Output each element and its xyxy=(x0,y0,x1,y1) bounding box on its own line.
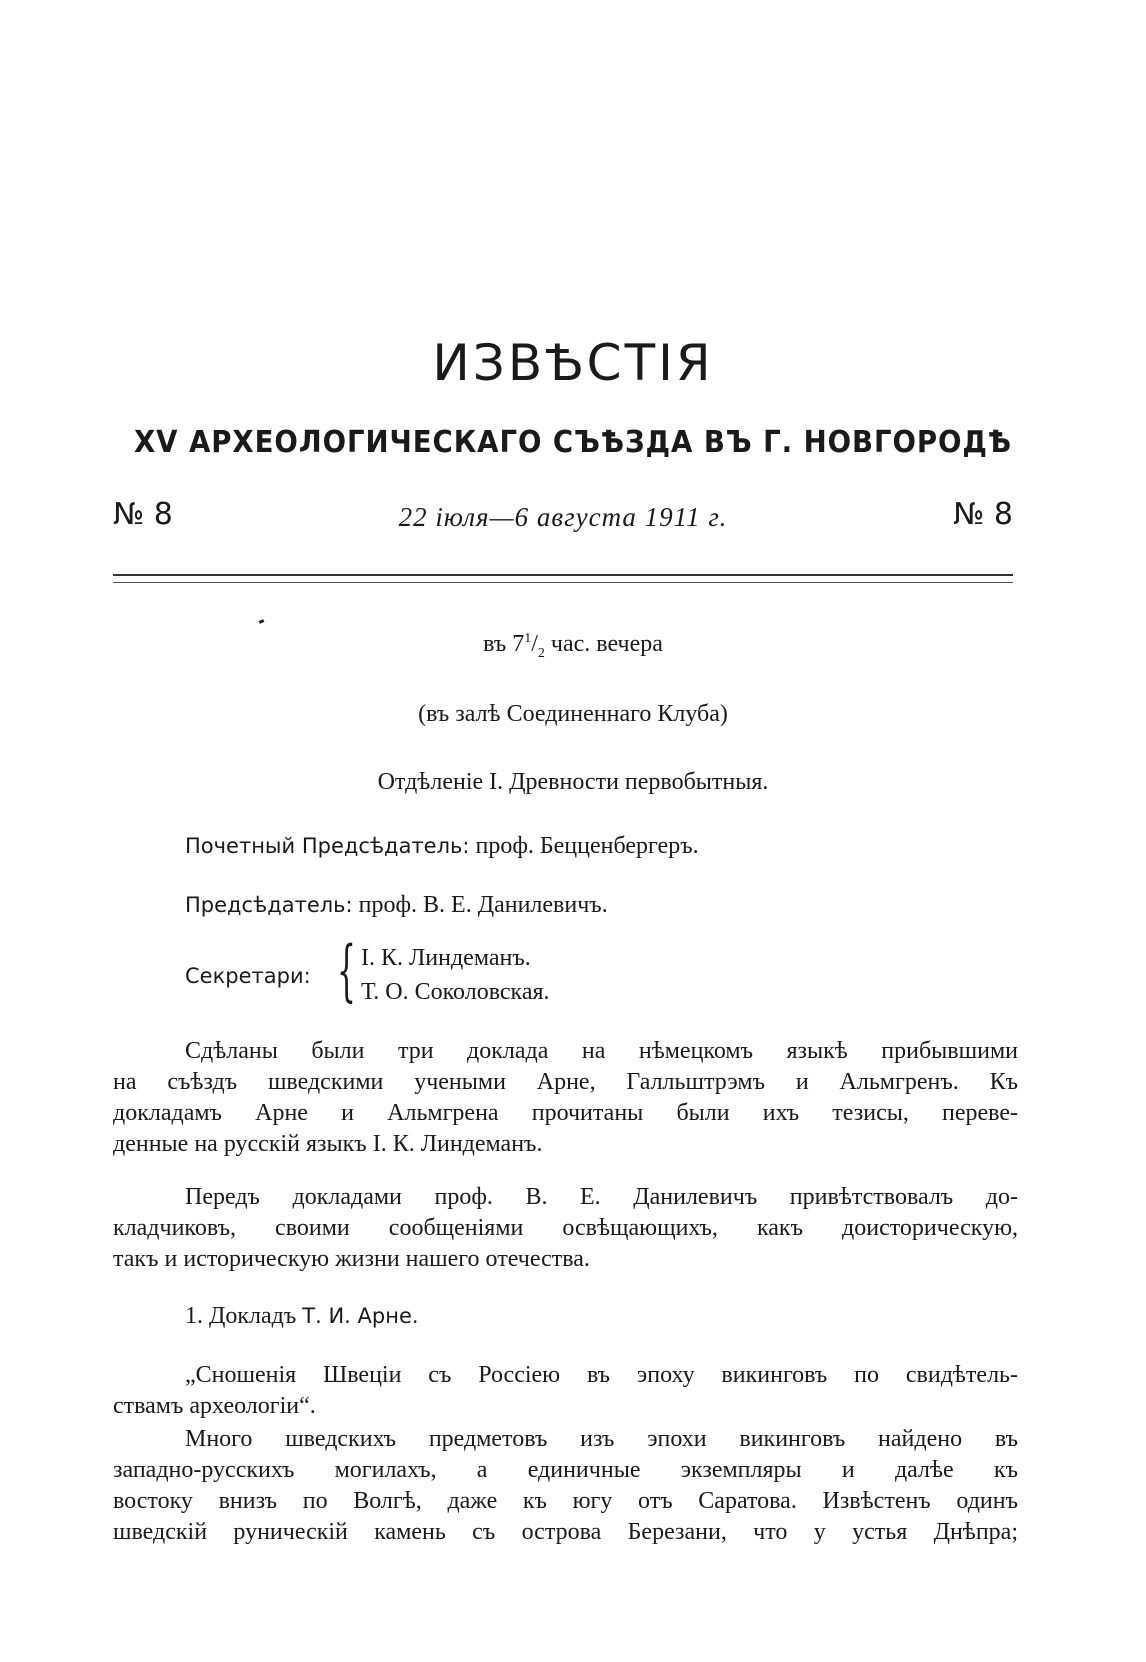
text-line: Много шведскихъ предметовъ изъ эпохи викинговъ найдено въ xyxy=(185,1426,1018,1452)
secretary-name: I. К. Линдеманъ. xyxy=(361,945,531,971)
chair-label: Предсѣдатель: xyxy=(185,893,353,917)
brace-glyph: { xyxy=(337,932,356,1009)
paragraph-reports xyxy=(113,1036,1018,1160)
secretaries-label: Секретари: xyxy=(185,964,311,988)
session-place: (въ залѣ Соединеннаго Клуба) xyxy=(418,701,728,727)
text-line: на съѣздъ шведскими учеными Арне, Галльштрэмъ и Альмгренъ. Къ xyxy=(113,1069,1018,1095)
paragraph-greeting xyxy=(113,1182,1018,1275)
header-divider xyxy=(113,574,1013,583)
issue-info-row xyxy=(113,497,1013,540)
text-line: денные на русскій языкъ I. К. Линдеманъ. xyxy=(113,1131,543,1157)
issue-number-left: № 8 xyxy=(113,497,173,532)
text-line: западно-русскихъ могилахъ, а единичные экземпляры и далѣе къ xyxy=(113,1457,1018,1483)
text-line: кладчиковъ, своими сообщеніями освѣщающихъ, какъ доисторическую, xyxy=(113,1215,1018,1241)
text-line: „Сношенія Швеціи съ Россіею въ эпоху викинговъ по свидѣтель- xyxy=(185,1362,1018,1388)
text-line: докладамъ Арне и Альмгрена прочитаны были ихъ тезисы, переве- xyxy=(113,1100,1018,1126)
report-heading: 1. Докладъ Т. И. Арне. xyxy=(185,1303,419,1329)
report-author: Т. И. Арне. xyxy=(302,1304,419,1328)
issue-date: 22 іюля—6 августа 1911 г. xyxy=(398,502,728,532)
paragraph-report-body xyxy=(113,1424,1018,1548)
chair-name: проф. В. Е. Данилевичъ. xyxy=(352,892,608,918)
honorary-chair-name: проф. Бецценбергеръ. xyxy=(469,833,699,859)
chair-line xyxy=(185,893,608,917)
honorary-chair-label: Почетный Предсѣдатель: xyxy=(185,834,470,858)
honorary-chair-line xyxy=(185,834,699,858)
text-line: Сдѣланы были три доклада на нѣмецкомъ языкѣ прибывшими xyxy=(185,1038,1018,1064)
masthead-subtitle: XV АРХЕОЛОГИЧЕСКАГО СЪѢЗДА ВЪ Г. НОВГОРОДѢ xyxy=(133,425,1013,460)
text-line: Передъ докладами проф. В. Е. Данилевичъ привѣтствовалъ до- xyxy=(185,1184,1018,1210)
text-line: ствамъ археологіи“. xyxy=(113,1393,316,1419)
issue-number-right: № 8 xyxy=(953,497,1013,532)
text-line: такъ и историческую жизни нашего отечества. xyxy=(113,1246,590,1272)
text-line: востоку внизъ по Волгѣ, даже къ югу отъ Саратова. Извѣстенъ одинъ xyxy=(113,1488,1018,1514)
print-mark xyxy=(259,619,265,624)
paragraph-report-title xyxy=(113,1360,1018,1422)
masthead-title: ИЗВѢСТІЯ xyxy=(432,334,714,392)
session-time: въ $7^1/_2$ час. вечера xyxy=(483,631,663,661)
secretary-name: Т. О. Соколовская. xyxy=(361,979,550,1005)
secretaries-block xyxy=(185,932,785,1012)
section-title: Отдѣленіе I. Древности первобытныя. xyxy=(377,769,769,795)
text-line: шведскій руническій камень съ острова Березани, что у устья Днѣпра; xyxy=(113,1519,1018,1545)
